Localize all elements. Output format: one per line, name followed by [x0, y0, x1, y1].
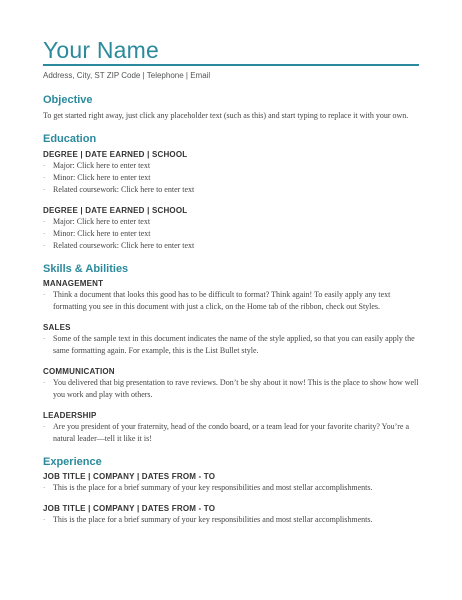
bullet-icon: · [43, 185, 46, 194]
skill-group [43, 410, 423, 445]
education-heading[interactable]: DEGREE | DATE EARNED | SCHOOL [43, 205, 188, 215]
education-entry [43, 205, 423, 252]
job-entry [43, 471, 423, 494]
education-list [43, 160, 423, 196]
bullet-icon: · [43, 217, 46, 226]
bullet-icon: · [43, 515, 46, 524]
resume-content [43, 93, 423, 526]
contact-line[interactable]: Address, City, ST ZIP Code | Telephone | Email [43, 71, 211, 80]
list-item[interactable]: · This is the place for a brief summary of your key responsibilities and most stellar accomplishments. [43, 482, 373, 492]
bullet-icon: · [43, 483, 46, 492]
education-title: Education [43, 132, 97, 145]
education-list [43, 216, 423, 252]
job-heading[interactable]: JOB TITLE | COMPANY | DATES FROM - TO [43, 503, 216, 513]
bullet-icon: · [43, 378, 46, 387]
list-item[interactable]: · Minor: Click here to enter text [43, 228, 151, 238]
job-entry [43, 503, 423, 526]
objective-text[interactable]: To get started right away, just click any placeholder text (such as this) and start typing to replace it with your own. [43, 111, 409, 120]
list-item[interactable]: · Related coursework: Click here to enter text [43, 240, 195, 250]
list-item[interactable]: · Think a document that looks this good has to be difficult to format? Think again! To easily apply any text formatting you see in this document with just a click, on the Home tab of the ribbon, check out Styles. [43, 289, 391, 311]
list-item[interactable]: · Major: Click here to enter text [43, 160, 151, 170]
header-rule [43, 64, 419, 66]
job-heading[interactable]: JOB TITLE | COMPANY | DATES FROM - TO [43, 471, 216, 481]
list-item[interactable]: · Minor: Click here to enter text [43, 172, 151, 182]
skill-group [43, 322, 423, 357]
education-heading[interactable]: DEGREE | DATE EARNED | SCHOOL [43, 149, 188, 159]
bullet-icon: · [43, 229, 46, 238]
list-item[interactable]: · Related coursework: Click here to enter text [43, 184, 195, 194]
bullet-icon: · [43, 334, 46, 343]
skills-title: Skills & Abilities [43, 262, 129, 275]
skill-heading[interactable]: COMMUNICATION [43, 366, 115, 376]
skill-group [43, 366, 423, 401]
bullet-icon: · [43, 241, 46, 250]
skill-heading[interactable]: SALES [43, 322, 71, 332]
experience-title: Experience [43, 455, 102, 468]
skill-heading[interactable]: LEADERSHIP [43, 410, 97, 420]
list-item[interactable]: · Some of the sample text in this document indicates the name of the style applied, so that you can easily apply the same formatting again. For example, this is the List Bullet style. [43, 333, 415, 355]
resume-name[interactable]: Your Name [43, 37, 160, 63]
bullet-icon: · [43, 161, 46, 170]
objective-title: Objective [43, 94, 93, 106]
skill-heading[interactable]: MANAGEMENT [43, 278, 104, 288]
bullet-icon: · [43, 422, 46, 431]
bullet-icon: · [43, 173, 46, 182]
list-item[interactable]: · This is the place for a brief summary of your key responsibilities and most stellar accomplishments. [43, 514, 373, 524]
education-entry [43, 149, 423, 196]
list-item[interactable]: · Are you president of your fraternity, head of the condo board, or a team lead for your favorite charity? You’re a natural leader—tell it like it is! [43, 421, 410, 443]
list-item[interactable]: · You delivered that big presentation to rave reviews. Don’t be shy about it now! This is the place to show how well you work and play with others. [43, 377, 419, 399]
skill-group [43, 278, 423, 313]
bullet-icon: · [43, 290, 46, 299]
list-item[interactable]: · Major: Click here to enter text [43, 216, 151, 226]
